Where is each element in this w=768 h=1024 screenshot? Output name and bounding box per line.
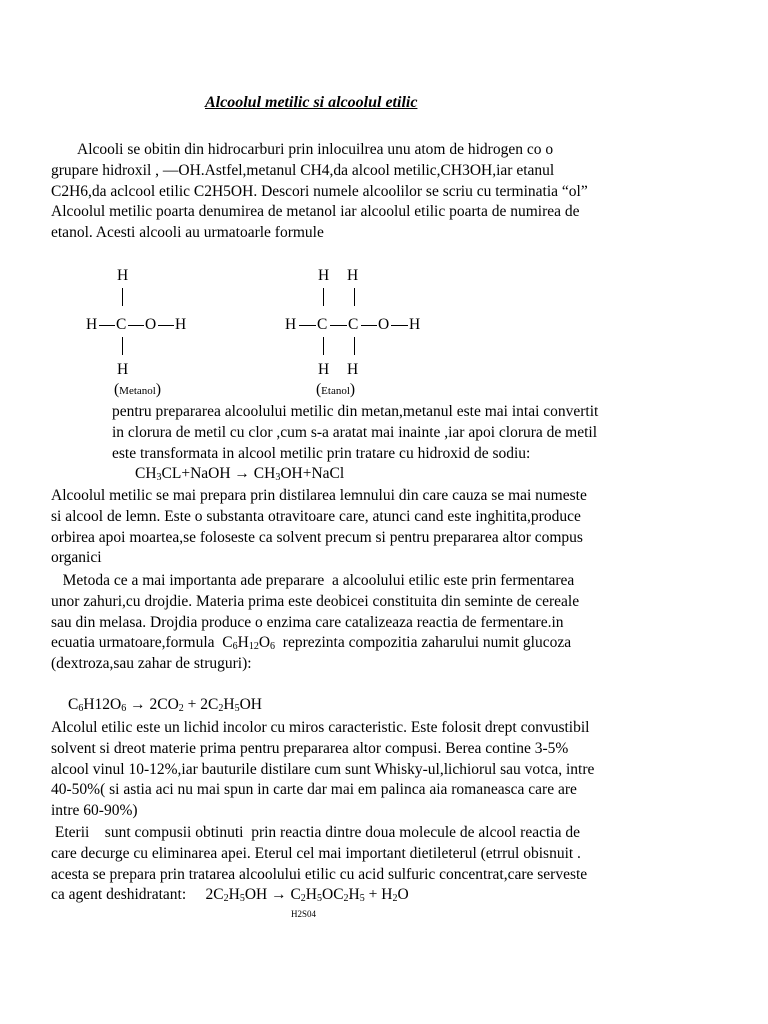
atom-c: C <box>116 316 127 333</box>
text-line: Alcolul etilic este un lichid incolor cu miros caracteristic. Este folosit drept convustibil <box>51 719 590 736</box>
atom-o: O <box>145 316 157 333</box>
text-line: solvent si dreot materie prima pentru prepararea altor compusi. Berea contine 3-5% <box>51 739 569 757</box>
text-line: C2H6,da aclcool etilic C2H5OH. Descori numele alcoolilor se scriu cu terminatia “ol” <box>51 182 588 200</box>
bond-line <box>99 325 115 326</box>
text-line: organici <box>51 549 102 567</box>
bond-line <box>391 325 408 326</box>
text-line: grupare hidroxil , —OH.Astfel,metanul CH4,da alcool metilic,CH3OH,iar etanul <box>51 161 555 179</box>
atom-h: H <box>347 267 359 284</box>
text-line: sau din melasa. Drojdia produce o enzima care catalizeaza reactia de fermentare.in <box>51 613 564 631</box>
atom-c: C <box>348 316 359 333</box>
intro-paragraph <box>51 140 588 244</box>
bond-line <box>158 325 174 326</box>
catalyst-label: H2S04 <box>291 909 317 919</box>
atom-h: H <box>86 316 98 333</box>
atom-h: H <box>175 316 187 333</box>
bond-line <box>361 325 377 326</box>
metanol-label: (Metanol) <box>114 381 162 398</box>
atom-h: H <box>318 361 330 378</box>
atom-h: H <box>409 316 421 333</box>
text-line: este transformata in alcool metilic prin tratare cu hidroxid de sodiu: <box>112 444 531 462</box>
text-line: ca agent deshidratant: $2C_2H_5OH \to C_2H_5OC_2H_5 + H_2O$ <box>51 886 409 905</box>
atom-h: H <box>117 361 129 378</box>
bond-line <box>354 337 355 355</box>
text-line: acesta se prepara prin tratarea alcoolului etilic cu acid sulfuric concentrat,care serveste <box>51 865 588 883</box>
text-line: Alcoolul metilic poarta denumirea de metanol iar alcoolul etilic poarta de numirea de <box>51 203 580 221</box>
atom-h: H <box>347 361 359 378</box>
bond-line <box>330 325 347 326</box>
text-line: Metoda ce a mai importanta ade preparare a alcoolului etilic este prin fermentarea <box>51 572 575 589</box>
text-line: Alcoolul metilic se mai prepara prin distilarea lemnului din care cauza se mai numeste <box>51 487 587 504</box>
bond-line <box>122 337 123 355</box>
text-line: intre 60-90%) <box>51 802 138 820</box>
text-line: orbirea apoi moartea,se foloseste ca solvent precum si pentru prepararea altor compus <box>51 528 583 546</box>
atom-h: H <box>285 316 297 333</box>
text-line: in clorura de metil cu clor ,cum s-a aratat mai inainte ,iar apoi clorura de metil <box>112 423 598 441</box>
atom-c: C <box>317 316 328 333</box>
text-line: (dextroza,sau zahar de struguri): <box>51 655 252 673</box>
atom-h: H <box>117 267 129 284</box>
ethyl-method-paragraph <box>51 571 579 675</box>
text-line: ecuatia urmatoare,formula $C_6H_{12}O_6$ reprezinta compozitia zaharului numit glucoza <box>51 634 572 653</box>
bond-line <box>128 325 144 326</box>
page-title: Alcoolul metilic si alcoolul etilic <box>205 94 418 111</box>
text-line: alcool vinul 10-12%,iar bauturile distilare cum sunt Whisky-ul,lichiorul sau votca, intre <box>51 760 595 778</box>
text-line: pentru prepararea alcoolului metilic din metan,metanul este mai intai convertit <box>112 403 599 420</box>
bond-line <box>323 288 324 306</box>
ethers-paragraph <box>51 823 587 906</box>
methyl-wood-paragraph <box>51 486 587 569</box>
ethyl-description-paragraph <box>51 718 594 822</box>
bond-line <box>354 288 355 306</box>
bond-line <box>122 288 123 306</box>
atom-h: H <box>318 267 330 284</box>
bond-line <box>323 337 324 355</box>
reaction-fermentation: $C_6H12O_6 \to 2CO_2 + 2C_2H_5OH$ <box>68 696 262 714</box>
text-line: 40-50%( si astia aci nu mai spun in carte dar mai em palinca aia romaneasca care are <box>51 781 577 799</box>
text-line: unor zahuri,cu drojdie. Materia prima este deobicei constituita din seminte de cereale <box>51 592 580 610</box>
atom-o: O <box>378 316 390 333</box>
text-line: etanol. Acesti alcooli au urmatoarle formule <box>51 224 324 242</box>
methyl-prep-paragraph <box>112 402 598 464</box>
text-line: Alcooli se obitin din hidrocarburi prin inlocuilrea unu atom de hidrogen co o <box>77 141 554 158</box>
text-line: care decurge cu eliminarea apei. Eterul cel mai important dietileterul (etrrul obisnuit . <box>51 844 581 862</box>
text-line: si alcool de lemn. Este o substanta otravitoare care, atunci cand este inghitita,produce <box>51 507 581 525</box>
bond-line <box>299 325 316 326</box>
text-line: Eterii sunt compusii obtinuti prin reactia dintre doua molecule de alcool reactia de <box>51 824 580 841</box>
reaction-methanol: $CH_3CL+NaOH$ → $CH_3OH+NaCl$ <box>135 465 345 483</box>
etanol-label: (Etanol) <box>316 381 356 398</box>
